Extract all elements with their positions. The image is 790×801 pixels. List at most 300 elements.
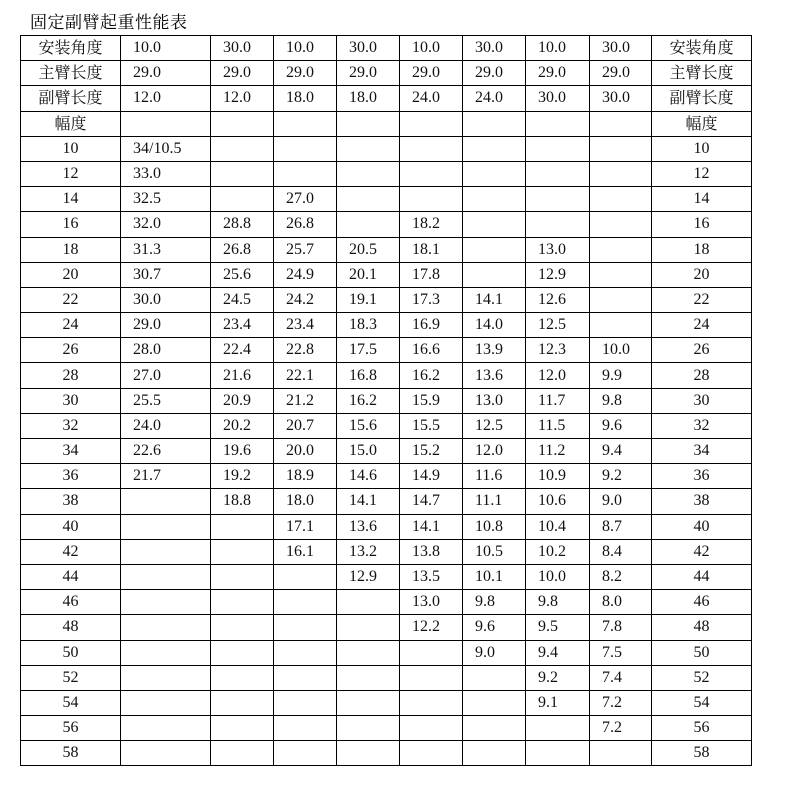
radius-cell: 14: [21, 187, 121, 212]
load-cell: 12.9: [337, 564, 400, 589]
load-cell: 10.5: [463, 539, 526, 564]
load-cell: 12.0: [463, 439, 526, 464]
load-cell: [337, 716, 400, 741]
load-cell: 9.8: [463, 590, 526, 615]
load-cell: 9.6: [463, 615, 526, 640]
load-cell: 16.8: [337, 363, 400, 388]
load-cell: [590, 237, 652, 262]
header-value: 29.0: [121, 61, 211, 86]
empty-cell: [211, 111, 274, 136]
load-cell: 16.2: [337, 388, 400, 413]
table-row: [21, 413, 752, 438]
load-cell: 9.9: [590, 363, 652, 388]
load-cell: 14.6: [337, 464, 400, 489]
load-cell: [121, 590, 211, 615]
load-cell: 31.3: [121, 237, 211, 262]
header-value: 29.0: [400, 61, 463, 86]
load-cell: [590, 136, 652, 161]
radius-cell: 18: [21, 237, 121, 262]
load-chart-table: [20, 35, 752, 766]
load-cell: 8.4: [590, 539, 652, 564]
header-value: 24.0: [463, 86, 526, 111]
load-cell: [463, 665, 526, 690]
load-cell: 10.1: [463, 564, 526, 589]
load-cell: 8.7: [590, 514, 652, 539]
load-cell: [526, 716, 590, 741]
load-cell: 11.5: [526, 413, 590, 438]
load-cell: [337, 741, 400, 766]
table-row: [21, 590, 752, 615]
load-cell: [121, 539, 211, 564]
load-cell: 13.6: [337, 514, 400, 539]
radius-cell: 32: [21, 413, 121, 438]
load-cell: 9.0: [590, 489, 652, 514]
table-row: [21, 187, 752, 212]
load-cell: [274, 716, 337, 741]
radius-cell-right: 40: [652, 514, 752, 539]
radius-cell-right: 12: [652, 161, 752, 186]
load-cell: 24.2: [274, 287, 337, 312]
load-cell: [211, 187, 274, 212]
empty-cell: [274, 111, 337, 136]
load-cell: 23.4: [211, 313, 274, 338]
radius-cell: 40: [21, 514, 121, 539]
load-cell: [121, 489, 211, 514]
radius-cell: 20: [21, 262, 121, 287]
load-cell: 12.6: [526, 287, 590, 312]
load-cell: 30.7: [121, 262, 211, 287]
load-cell: 10.8: [463, 514, 526, 539]
load-cell: 20.2: [211, 413, 274, 438]
radius-cell-right: 30: [652, 388, 752, 413]
table-row: [21, 388, 752, 413]
load-cell: 29.0: [121, 313, 211, 338]
load-cell: 14.1: [463, 287, 526, 312]
load-cell: 9.2: [526, 665, 590, 690]
load-cell: 9.8: [526, 590, 590, 615]
table-row: [21, 338, 752, 363]
load-cell: 10.2: [526, 539, 590, 564]
load-cell: 11.7: [526, 388, 590, 413]
load-cell: [590, 161, 652, 186]
header-value: 10.0: [400, 36, 463, 61]
table-row: [21, 564, 752, 589]
radius-cell-right: 52: [652, 665, 752, 690]
table-row: [21, 690, 752, 715]
radius-cell-right: 42: [652, 539, 752, 564]
load-cell: 20.5: [337, 237, 400, 262]
radius-cell-right: 28: [652, 363, 752, 388]
load-cell: 11.1: [463, 489, 526, 514]
radius-cell: 58: [21, 741, 121, 766]
header-row: [21, 36, 752, 61]
radius-cell: 16: [21, 212, 121, 237]
load-cell: 12.5: [526, 313, 590, 338]
load-cell: [121, 640, 211, 665]
load-cell: [526, 187, 590, 212]
load-cell: [211, 741, 274, 766]
load-cell: 12.5: [463, 413, 526, 438]
load-cell: 9.1: [526, 690, 590, 715]
load-cell: [121, 514, 211, 539]
load-cell: [337, 615, 400, 640]
header-value: 30.0: [526, 86, 590, 111]
load-cell: [463, 136, 526, 161]
load-cell: [337, 212, 400, 237]
header-row: [21, 61, 752, 86]
load-cell: [211, 564, 274, 589]
header-label-right: 主臂长度: [652, 61, 752, 86]
load-cell: 10.4: [526, 514, 590, 539]
radius-cell-right: 38: [652, 489, 752, 514]
load-cell: [121, 741, 211, 766]
radius-cell: 48: [21, 615, 121, 640]
radius-cell: 10: [21, 136, 121, 161]
radius-cell-right: 54: [652, 690, 752, 715]
load-cell: 11.2: [526, 439, 590, 464]
load-cell: 23.4: [274, 313, 337, 338]
load-cell: [211, 161, 274, 186]
load-cell: [400, 187, 463, 212]
load-cell: 7.8: [590, 615, 652, 640]
table-row: [21, 716, 752, 741]
header-row: [21, 86, 752, 111]
load-cell: 17.3: [400, 287, 463, 312]
load-cell: 25.5: [121, 388, 211, 413]
radius-cell-right: 36: [652, 464, 752, 489]
header-value: 18.0: [274, 86, 337, 111]
load-cell: 10.6: [526, 489, 590, 514]
radius-cell: 28: [21, 363, 121, 388]
load-cell: 20.1: [337, 262, 400, 287]
radius-label: 幅度: [21, 111, 121, 136]
load-cell: [590, 187, 652, 212]
load-cell: 15.6: [337, 413, 400, 438]
load-cell: 15.0: [337, 439, 400, 464]
radius-cell: 56: [21, 716, 121, 741]
load-cell: [463, 690, 526, 715]
load-cell: 13.0: [526, 237, 590, 262]
load-cell: 7.4: [590, 665, 652, 690]
load-cell: [400, 161, 463, 186]
load-cell: 26.8: [211, 237, 274, 262]
radius-cell-right: 58: [652, 741, 752, 766]
radius-cell-right: 16: [652, 212, 752, 237]
load-cell: [400, 136, 463, 161]
load-cell: 10.0: [590, 338, 652, 363]
header-value: 24.0: [400, 86, 463, 111]
load-cell: 14.1: [400, 514, 463, 539]
radius-cell: 12: [21, 161, 121, 186]
load-cell: [400, 716, 463, 741]
load-cell: 17.8: [400, 262, 463, 287]
table-row: [21, 741, 752, 766]
header-value: 29.0: [211, 61, 274, 86]
radius-cell: 52: [21, 665, 121, 690]
load-cell: 9.4: [590, 439, 652, 464]
header-value: 30.0: [590, 86, 652, 111]
load-cell: [590, 287, 652, 312]
header-value: 10.0: [121, 36, 211, 61]
radius-cell-right: 56: [652, 716, 752, 741]
load-cell: [526, 741, 590, 766]
load-cell: 9.2: [590, 464, 652, 489]
header-value: 29.0: [274, 61, 337, 86]
load-cell: 12.9: [526, 262, 590, 287]
load-cell: [337, 187, 400, 212]
load-cell: 16.6: [400, 338, 463, 363]
radius-cell: 44: [21, 564, 121, 589]
load-cell: 12.0: [526, 363, 590, 388]
load-cell: 13.8: [400, 539, 463, 564]
load-cell: 13.0: [400, 590, 463, 615]
header-value: 18.0: [337, 86, 400, 111]
load-cell: [274, 161, 337, 186]
load-cell: 28.8: [211, 212, 274, 237]
load-cell: 18.0: [274, 489, 337, 514]
load-cell: 12.3: [526, 338, 590, 363]
load-cell: [590, 262, 652, 287]
table-row: [21, 489, 752, 514]
load-cell: [526, 161, 590, 186]
load-cell: 9.4: [526, 640, 590, 665]
radius-cell-right: 44: [652, 564, 752, 589]
load-cell: 27.0: [274, 187, 337, 212]
table-row: [21, 539, 752, 564]
radius-cell-right: 26: [652, 338, 752, 363]
table-row: [21, 615, 752, 640]
load-cell: [526, 212, 590, 237]
load-cell: 21.7: [121, 464, 211, 489]
radius-cell-right: 22: [652, 287, 752, 312]
load-cell: 13.5: [400, 564, 463, 589]
header-value: 30.0: [590, 36, 652, 61]
load-cell: [400, 640, 463, 665]
radius-cell-right: 46: [652, 590, 752, 615]
header-value: 30.0: [463, 36, 526, 61]
load-cell: 22.4: [211, 338, 274, 363]
table-row: [21, 136, 752, 161]
table-row: [21, 464, 752, 489]
load-cell: [211, 665, 274, 690]
load-cell: 9.8: [590, 388, 652, 413]
load-cell: 11.6: [463, 464, 526, 489]
table-row: [21, 237, 752, 262]
load-cell: [337, 640, 400, 665]
load-cell: 14.1: [337, 489, 400, 514]
load-cell: [337, 161, 400, 186]
load-cell: 24.0: [121, 413, 211, 438]
load-cell: 34/10.5: [121, 136, 211, 161]
load-cell: 24.5: [211, 287, 274, 312]
load-cell: [211, 590, 274, 615]
radius-cell-right: 48: [652, 615, 752, 640]
load-cell: 17.1: [274, 514, 337, 539]
load-cell: [211, 539, 274, 564]
load-cell: [211, 136, 274, 161]
load-cell: 19.2: [211, 464, 274, 489]
load-cell: 13.2: [337, 539, 400, 564]
load-cell: [274, 564, 337, 589]
load-cell: [400, 741, 463, 766]
load-cell: 8.0: [590, 590, 652, 615]
header-value: 29.0: [463, 61, 526, 86]
load-cell: [211, 716, 274, 741]
table-row: [21, 640, 752, 665]
load-cell: 16.1: [274, 539, 337, 564]
load-cell: [526, 136, 590, 161]
load-cell: 16.2: [400, 363, 463, 388]
load-cell: 8.2: [590, 564, 652, 589]
load-cell: 7.2: [590, 690, 652, 715]
load-cell: [274, 640, 337, 665]
load-cell: 20.0: [274, 439, 337, 464]
load-cell: [590, 313, 652, 338]
table-row: [21, 212, 752, 237]
load-cell: [121, 665, 211, 690]
table-row: [21, 287, 752, 312]
radius-header-row: [21, 111, 752, 136]
load-cell: [211, 514, 274, 539]
load-cell: [463, 716, 526, 741]
load-cell: [463, 161, 526, 186]
table-row: [21, 313, 752, 338]
load-cell: 10.9: [526, 464, 590, 489]
load-cell: 15.5: [400, 413, 463, 438]
load-cell: 18.8: [211, 489, 274, 514]
load-cell: [590, 741, 652, 766]
load-cell: [400, 690, 463, 715]
load-cell: 9.0: [463, 640, 526, 665]
header-value: 29.0: [590, 61, 652, 86]
load-cell: 7.2: [590, 716, 652, 741]
radius-cell: 54: [21, 690, 121, 715]
load-cell: 32.5: [121, 187, 211, 212]
header-value: 10.0: [274, 36, 337, 61]
load-cell: [337, 665, 400, 690]
load-cell: [211, 690, 274, 715]
load-cell: 22.1: [274, 363, 337, 388]
load-cell: 33.0: [121, 161, 211, 186]
load-cell: 28.0: [121, 338, 211, 363]
radius-cell-right: 24: [652, 313, 752, 338]
load-cell: 14.7: [400, 489, 463, 514]
load-cell: 26.8: [274, 212, 337, 237]
load-cell: [463, 187, 526, 212]
load-cell: 14.0: [463, 313, 526, 338]
load-cell: 15.2: [400, 439, 463, 464]
header-value: 10.0: [526, 36, 590, 61]
load-cell: 18.3: [337, 313, 400, 338]
header-value: 29.0: [526, 61, 590, 86]
radius-cell: 50: [21, 640, 121, 665]
load-cell: 7.5: [590, 640, 652, 665]
empty-cell: [121, 111, 211, 136]
radius-cell-right: 10: [652, 136, 752, 161]
load-cell: [211, 640, 274, 665]
load-cell: 25.6: [211, 262, 274, 287]
load-cell: 27.0: [121, 363, 211, 388]
load-cell: 16.9: [400, 313, 463, 338]
load-cell: [463, 212, 526, 237]
empty-cell: [526, 111, 590, 136]
load-cell: 19.1: [337, 287, 400, 312]
radius-cell: 22: [21, 287, 121, 312]
radius-cell: 26: [21, 338, 121, 363]
load-cell: [590, 212, 652, 237]
load-cell: 21.6: [211, 363, 274, 388]
load-cell: 24.9: [274, 262, 337, 287]
load-cell: 22.6: [121, 439, 211, 464]
load-cell: 19.6: [211, 439, 274, 464]
load-cell: 20.9: [211, 388, 274, 413]
header-value: 12.0: [121, 86, 211, 111]
empty-cell: [337, 111, 400, 136]
radius-label-right: 幅度: [652, 111, 752, 136]
empty-cell: [590, 111, 652, 136]
header-value: 12.0: [211, 86, 274, 111]
table-row: [21, 262, 752, 287]
load-cell: 9.6: [590, 413, 652, 438]
load-cell: [337, 690, 400, 715]
load-cell: [274, 136, 337, 161]
table-row: [21, 665, 752, 690]
radius-cell-right: 34: [652, 439, 752, 464]
radius-cell: 36: [21, 464, 121, 489]
radius-cell: 46: [21, 590, 121, 615]
header-label: 安装角度: [21, 36, 121, 61]
table-title: 固定副臂起重性能表: [30, 13, 188, 33]
load-cell: 21.2: [274, 388, 337, 413]
load-cell: 13.0: [463, 388, 526, 413]
load-cell: 12.2: [400, 615, 463, 640]
radius-cell-right: 20: [652, 262, 752, 287]
load-cell: [337, 590, 400, 615]
table-row: [21, 161, 752, 186]
load-cell: [274, 590, 337, 615]
empty-cell: [400, 111, 463, 136]
load-cell: [337, 136, 400, 161]
load-cell: [121, 564, 211, 589]
load-cell: 13.6: [463, 363, 526, 388]
load-cell: [463, 237, 526, 262]
load-cell: [274, 665, 337, 690]
load-cell: 15.9: [400, 388, 463, 413]
header-value: 30.0: [211, 36, 274, 61]
load-cell: 14.9: [400, 464, 463, 489]
header-value: 30.0: [337, 36, 400, 61]
load-cell: [121, 615, 211, 640]
radius-cell: 42: [21, 539, 121, 564]
load-cell: 9.5: [526, 615, 590, 640]
table-row: [21, 439, 752, 464]
load-cell: 10.0: [526, 564, 590, 589]
header-label-right: 安装角度: [652, 36, 752, 61]
radius-cell-right: 14: [652, 187, 752, 212]
radius-cell: 38: [21, 489, 121, 514]
radius-cell: 34: [21, 439, 121, 464]
load-cell: [121, 716, 211, 741]
radius-cell: 30: [21, 388, 121, 413]
load-cell: 20.7: [274, 413, 337, 438]
load-cell: [463, 262, 526, 287]
load-cell: 17.5: [337, 338, 400, 363]
load-cell: [274, 615, 337, 640]
header-label: 主臂长度: [21, 61, 121, 86]
load-cell: [274, 690, 337, 715]
load-cell: 22.8: [274, 338, 337, 363]
load-cell: [463, 741, 526, 766]
